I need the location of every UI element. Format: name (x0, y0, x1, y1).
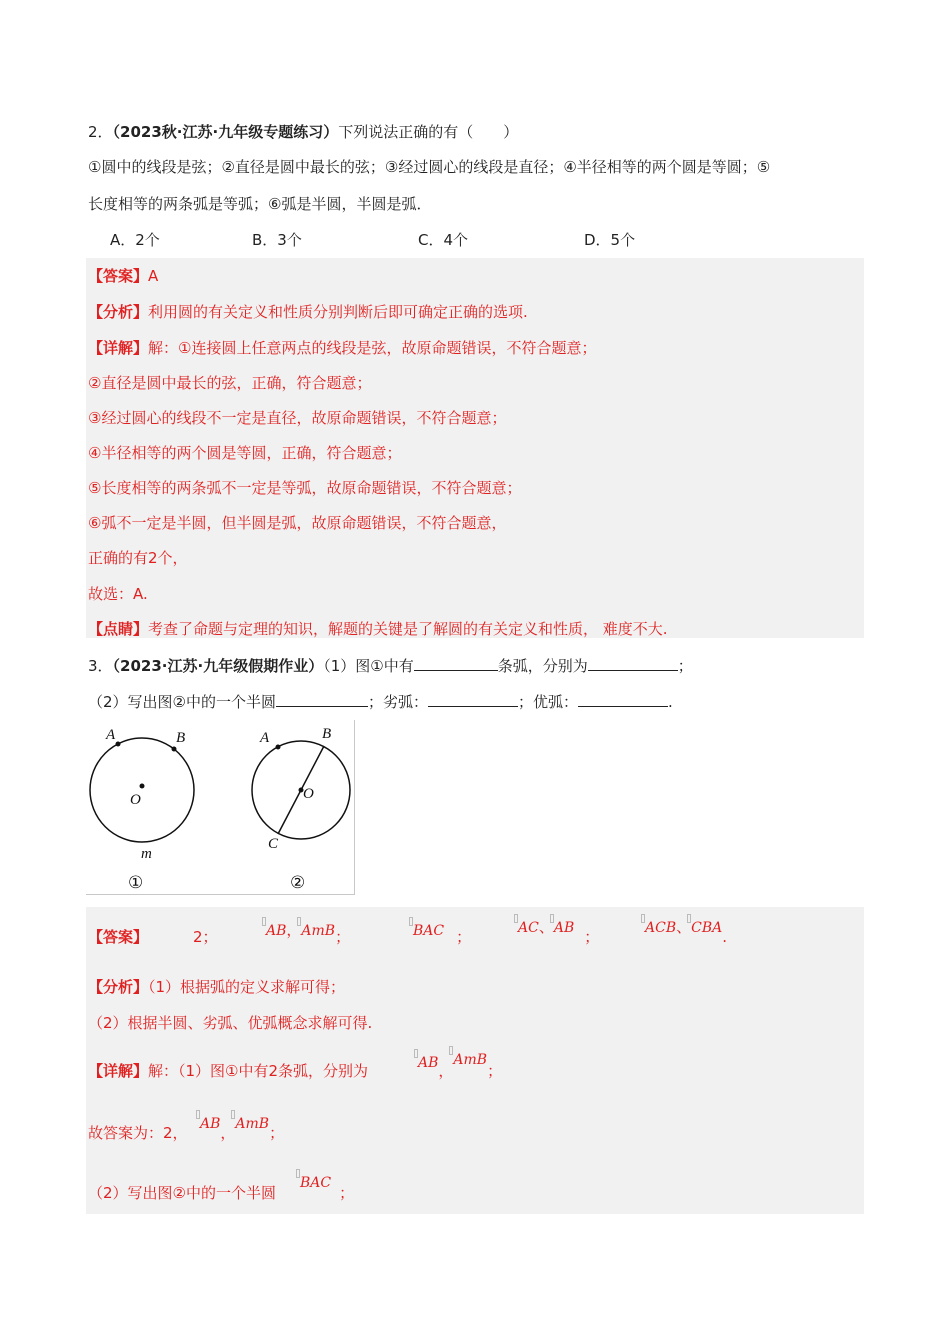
q2-analysis-text: 利用圆的有关定义和性质分别判断后即可确定正确的选项. (148, 303, 528, 321)
q2-option-c: C．4个 (418, 231, 469, 249)
q2-comment (88, 618, 668, 639)
q2-analysis (88, 301, 528, 322)
q3-blank-minor-arc (428, 692, 518, 707)
fig1-caption: ① (128, 873, 144, 892)
math-arc: AmB (453, 1052, 487, 1068)
q2-detail-line: ④半径相等的两个圆是等圆，正确，符合题意； (88, 444, 402, 462)
q3-answer-minor: AC、 AB ； (518, 916, 599, 937)
q3-detail (88, 1060, 368, 1081)
math-arc: AC (518, 920, 539, 936)
fig1-point-b (172, 747, 177, 752)
q3-answer (88, 926, 148, 947)
q3-detail-line2: 故答案为：2， (88, 1124, 188, 1142)
q2-answer (88, 265, 158, 286)
q3-figure-svg (86, 720, 354, 894)
q3-part2-end: . (668, 693, 673, 711)
q2-answer-tag: 【答案】 (88, 267, 149, 285)
fig1-label-o: O (130, 792, 141, 808)
q3-answer-arcs: AB， AmB； (266, 919, 350, 940)
math-arc: BAC (300, 1175, 331, 1191)
q3-part2 (88, 691, 673, 712)
q3-part1 (88, 655, 693, 676)
q3-detail-line1: 解：（1）图①中有2条弧，分别为 (148, 1062, 369, 1080)
q2-statements-line2: 长度相等的两条弧是等弧；⑥弧是半圆，半圆是弧． (88, 195, 432, 213)
q3-detail-tag: 【详解】 (88, 1062, 149, 1080)
q3-answer-count: 2； (193, 928, 218, 946)
math-arc: CBA (691, 920, 722, 936)
q2-detail-tag: 【详解】 (88, 339, 149, 357)
q2-number: 2． (88, 123, 113, 141)
math-arc: AmB (235, 1116, 269, 1132)
q3-detail2-arcs: AB， AmB； (200, 1112, 284, 1133)
q3-blank-arcs (588, 656, 678, 671)
q3-detail-line3: （2）写出图②中的一个半圆 (88, 1184, 276, 1202)
q3-part2-minor: ；劣弧： (368, 693, 429, 711)
q3-analysis-line2: （2）根据半圆、劣弧、优弧概念求解可得. (88, 1014, 373, 1032)
fig1-center (140, 784, 145, 789)
q3-detail-arcs: AB， AmB； (418, 1051, 502, 1072)
q3-part1-mid: 条弧，分别为 (497, 657, 588, 675)
math-arc: ACB (645, 920, 676, 936)
q2-detail-line: ③经过圆心的线段不一定是直径，故原命题错误，不符合题意； (88, 409, 507, 427)
q2-option-b: B．3个 (252, 231, 302, 249)
math-arc: AB (418, 1055, 438, 1071)
q2-detail-line: ⑥弧不一定是半圆，但半圆是弧，故原命题错误，不符合题意， (88, 514, 507, 532)
q2-correct-count: 正确的有2个， (88, 549, 188, 567)
q3-analysis-line1: （1）根据弧的定义求解可得； (148, 978, 346, 996)
math-arc: AmB (301, 923, 335, 939)
q3-detail3-semicircle: BAC； (300, 1171, 354, 1192)
fig1-label-b: B (176, 730, 186, 746)
q3-analysis (88, 976, 345, 997)
q2-detail-line: ②直径是圆中最长的弦，正确，符合题意； (88, 374, 372, 392)
q2-comment-tag: 【点睛】 (88, 620, 149, 638)
q3-source: （2023·江苏·九年级假期作业） (112, 657, 324, 675)
math-arc: AB (200, 1116, 220, 1132)
fig2-label-c: C (268, 836, 279, 852)
q3-blank-count (414, 656, 498, 671)
q2-option-d: D．5个 (584, 231, 636, 249)
fig2-label-b: B (322, 726, 332, 742)
q2-source: （2023秋·江苏·九年级专题练习） (112, 123, 339, 141)
fig1-circle (90, 738, 194, 842)
q3-part2-prefix: （2）写出图②中的一个半圆 (88, 693, 276, 711)
q3-number: 3． (88, 657, 113, 675)
fig2-label-a: A (260, 730, 270, 746)
math-arc: BAC (413, 923, 444, 939)
q3-part1-end: ； (677, 657, 693, 675)
q2-analysis-tag: 【分析】 (88, 303, 149, 321)
q2-detail (88, 337, 596, 358)
q2-detail-line: ⑤长度相等的两条弧不一定是等弧，故原命题错误，不符合题意； (88, 479, 522, 497)
q3-blank-semicircle (276, 692, 368, 707)
q3-figure (86, 720, 355, 895)
q2-answer-value: A (148, 267, 159, 285)
math-arc: AB (266, 923, 286, 939)
q3-answer-major: ACB、 CBA. (645, 916, 727, 937)
q3-analysis-tag: 【分析】 (88, 978, 149, 996)
fig1-point-a (116, 742, 121, 747)
q2-option-a: A．2个 (110, 231, 160, 249)
q2-stem: 下列说法正确的有（ ） (338, 123, 519, 141)
q2-statements-line1: ①圆中的线段是弦；②直径是圆中最长的弦；③经过圆心的线段是直径；④半径相等的两个圆是等圆；⑤ (88, 158, 771, 176)
fig1-label-m: m (141, 846, 152, 862)
fig2-point-a (276, 745, 281, 750)
q3-answer-tag: 【答案】 (88, 928, 149, 946)
q3-blank-major-arc (578, 692, 668, 707)
fig1-label-a: A (106, 727, 116, 743)
q2-comment-text: 考查了命题与定理的知识，解题的关键是了解圆的有关定义和性质， 难度不大. (148, 620, 668, 638)
fig2-label-o: O (303, 786, 314, 802)
q3-answer-semicircle: BAC ； (413, 919, 471, 940)
q2-detail-line: 解：①连接圆上任意两点的线段是弦，故原命题错误，不符合题意； (148, 339, 597, 357)
q2-choose: 故选：A. (88, 585, 148, 603)
fig2-caption: ② (290, 873, 306, 892)
math-arc: AB (554, 920, 574, 936)
q3-part2-major: ；优弧： (518, 693, 579, 711)
q2-header (88, 121, 518, 142)
q3-part1-prefix: （1）图①中有 (323, 657, 414, 675)
